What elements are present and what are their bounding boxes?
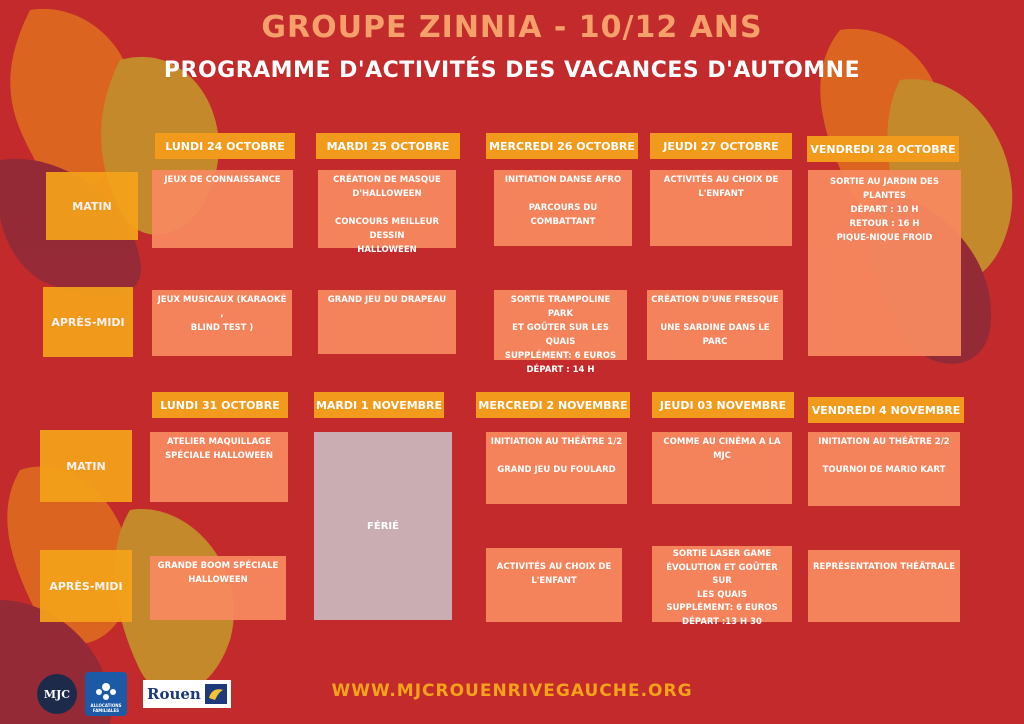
activity-cell [652,546,792,627]
activity-cell [150,432,288,502]
rouen-logo-text: Rouen [147,685,201,703]
activity-text: DÉPART :13 H 30 [682,616,762,627]
activity-text: ET GOÛTER SUR LES QUAIS [512,323,609,347]
activity-cell [318,170,456,255]
activity-text: HALLOWEEN [357,245,417,255]
activity-cell [652,432,792,504]
activity-cell [808,432,960,506]
day-header: MERCREDI 26 OCTOBRE [486,133,638,159]
activity-text: SUPPLÉMENT: 6 EUROS [504,351,617,361]
activity-text: LES QUAIS [696,589,748,600]
activity-cell [494,170,632,246]
day-header: LUNDI 31 OCTOBRE [152,392,288,418]
family-icon [95,682,117,702]
activity-cell [486,432,627,504]
caf-logo-text: ALLOCATIONS FAMILIALES [90,703,122,713]
caf-logo [85,672,127,716]
activity-text: GRAND JEU DU FOULARD [497,465,616,475]
activity-cell [808,170,961,356]
activity-text: INITIATION AU THÉÂTRE 2/2 [818,437,950,447]
activity-text: BLIND TEST ) [190,323,254,333]
activity-cell [318,290,456,354]
website-link[interactable]: WWW.MJCROUENRIVEGAUCHE.ORG [331,681,693,701]
activity-cell [808,550,960,622]
day-header: MARDI 25 OCTOBRE [316,133,460,159]
activity-text: SUPPLÉMENT: 6 EUROS [666,603,778,613]
activity-text: DÉPART : 14 H [526,365,595,375]
holiday-cell: FÉRIÉ [314,432,452,620]
activity-cell [152,170,293,248]
activity-text: UNE SARDINE DANS LE PARC [660,323,770,347]
activity-cell [650,170,792,246]
activity-text: SORTIE AU JARDIN DES [830,177,939,187]
day-header: LUNDI 24 OCTOBRE [155,133,295,159]
activity-text: PIQUE-NIQUE FROID [836,233,933,243]
day-header: JEUDI 03 NOVEMBRE [652,392,794,418]
activity-cell [152,290,292,356]
slot-label-afternoon: APRÈS-MIDI [40,550,132,622]
activity-text: REPRÉSENTATION THÉÂTRALE [812,562,956,572]
activity-text: ACTIVITÉS AU CHOIX DE [663,175,779,185]
activity-text: ACTIVITÉS AU CHOIX DE [496,562,612,572]
slot-label-morning: MATIN [40,430,132,502]
day-header: MARDI 1 NOVEMBRE [314,392,444,418]
activity-text: PARCOURS DU COMBATTANT [528,203,598,227]
activity-text: PLANTES [862,191,907,201]
mjc-logo-text: MJC [43,687,71,701]
day-header: VENDREDI 28 OCTOBRE [807,136,959,162]
activity-text: L'ENFANT [698,189,744,199]
mjc-logo [37,674,77,714]
activity-text: GRANDE BOOM SPÉCIALE [157,561,279,571]
activity-cell [494,290,627,375]
page-subtitle: PROGRAMME D'ACTIVITÉS DES VACANCES D'AUTOMNE [163,58,861,83]
activity-text: SPÉCIALE HALLOWEEN [165,451,273,461]
activity-text: INITIATION AU THÉÂTRE 1/2 [490,437,623,447]
activity-text: SORTIE TRAMPOLINE PARK [510,295,611,319]
activity-text: CRÉATION D'UNE FRESQUE [651,295,779,305]
activity-cell [486,548,622,622]
activity-text: COMME AU CINÉMA A LA MJC [663,437,781,461]
day-header: JEUDI 27 OCTOBRE [650,133,792,159]
page-title: GROUPE ZINNIA - 10/12 ANS [261,10,763,45]
rouen-emblem-icon [205,684,227,704]
slot-label-afternoon: APRÈS-MIDI [43,287,133,357]
activity-text: ATELIER MAQUILLAGE [167,437,271,447]
activity-text: CONCOURS MEILLEUR DESSIN [334,217,440,241]
activity-text: RETOUR : 16 H [849,219,920,229]
activity-cell [647,290,783,360]
activity-text: CRÉATION DE MASQUE [333,175,441,185]
activity-text: SORTIE LASER GAME [672,549,772,559]
activity-text: TOURNOI DE MARIO KART [822,465,946,475]
activity-text: JEUX DE CONNAISSANCE [164,175,281,185]
activity-text: JEUX MUSICAUX (KARAOKÉ , [157,295,287,319]
activity-cell [150,556,286,620]
day-header: MERCREDI 2 NOVEMBRE [476,392,630,418]
activity-text: GRAND JEU DU DRAPEAU [327,295,447,305]
slot-label-morning: MATIN [46,172,138,240]
rouen-logo [143,680,231,708]
activity-text: DÉPART : 10 H [850,205,919,215]
activity-text: ÉVOLUTION ET GOÛTER SUR [666,562,778,586]
activity-text: L'ENFANT [531,576,577,586]
day-header: VENDREDI 4 NOVEMBRE [808,397,964,423]
activity-text: D'HALLOWEEN [352,189,422,199]
activity-text: INITIATION DANSE AFRO [504,175,622,185]
activity-text: HALLOWEEN [188,575,248,585]
